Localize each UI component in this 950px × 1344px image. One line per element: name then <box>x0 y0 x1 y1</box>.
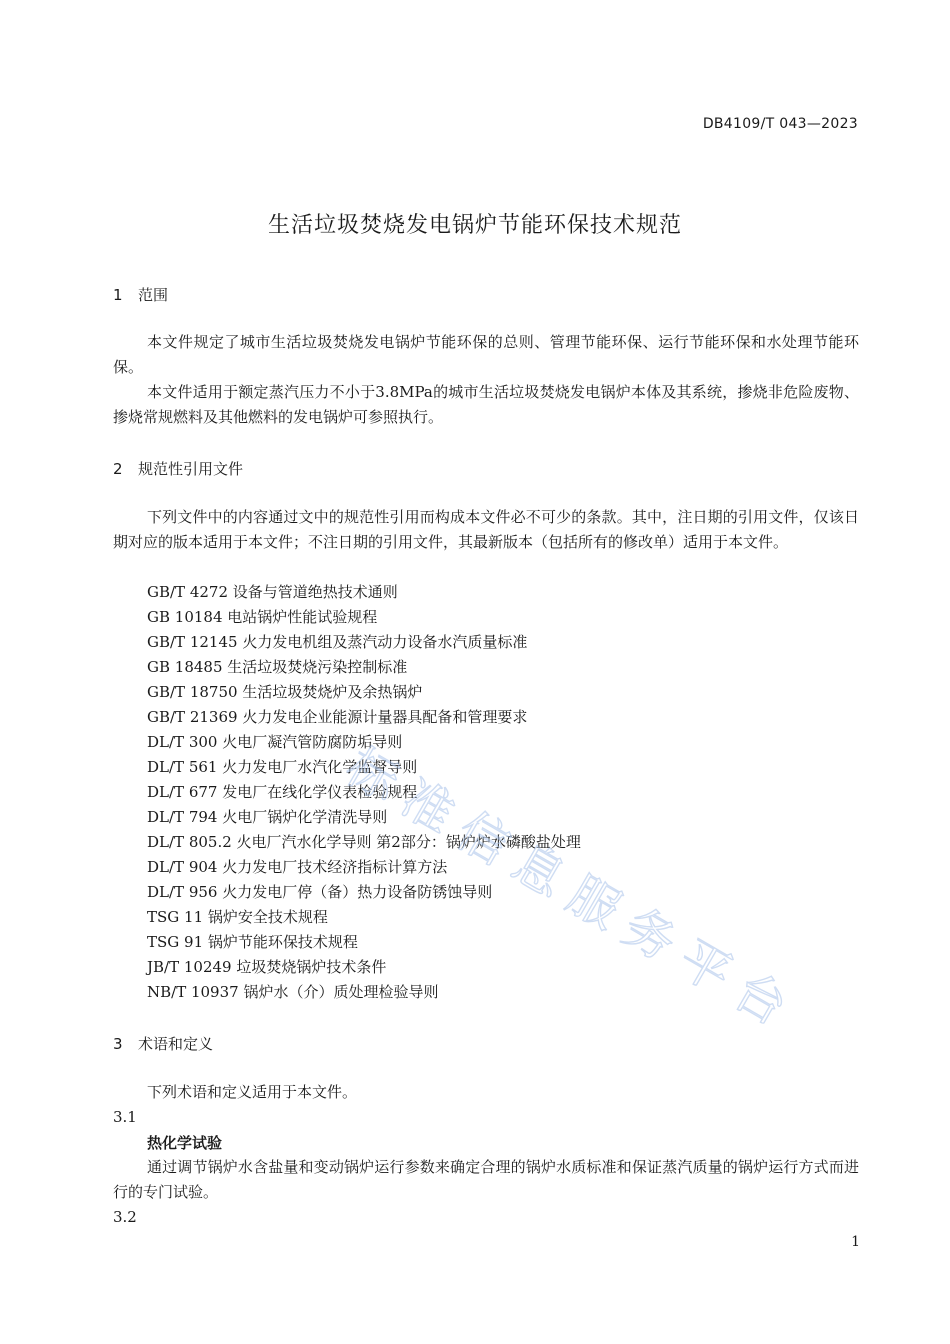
reference-item: DL/T 956 火力发电厂停（备）热力设备防锈蚀导则 <box>147 883 493 901</box>
section-1-heading <box>113 284 168 305</box>
reference-item: DL/T 904 火力发电厂技术经济指标计算方法 <box>147 858 448 876</box>
section-1-number: 1 <box>113 286 123 304</box>
reference-item: GB/T 21369 火力发电企业能源计量器具配备和管理要求 <box>147 708 528 726</box>
reference-item: DL/T 300 火电厂凝汽管防腐防垢导则 <box>147 733 403 751</box>
section-1-paragraph: 本文件规定了城市生活垃圾焚烧发电锅炉节能环保的总则、管理节能环保、运行节能环保和水处理节能环保。 <box>113 333 859 376</box>
section-3-number: 3 <box>113 1035 123 1053</box>
reference-item: DL/T 561 火力发电厂水汽化学监督导则 <box>147 758 418 776</box>
reference-item: DL/T 794 火电厂锅炉化学清洗导则 <box>147 808 388 826</box>
term-definition: 通过调节锅炉水含盐量和变动锅炉运行参数来确定合理的锅炉水质标准和保证蒸汽质量的锅炉运行方式而进行的专门试验。 <box>113 1158 859 1201</box>
watermark-glyph: 服 <box>558 865 631 941</box>
reference-list <box>147 580 581 1005</box>
section-3-title: 术语和定义 <box>138 1035 214 1053</box>
page-number: 1 <box>851 1234 860 1250</box>
watermark-glyph: 务 <box>613 897 686 973</box>
reference-item: GB/T 18750 生活垃圾焚烧炉及余热锅炉 <box>147 683 423 701</box>
section-3-heading <box>113 1033 213 1054</box>
term-number: 3.2 <box>113 1208 137 1226</box>
document-title: 生活垃圾焚烧发电锅炉节能环保技术规范 <box>267 213 682 238</box>
watermark-glyph: 标 <box>336 737 409 813</box>
section-2-title: 规范性引用文件 <box>138 460 244 478</box>
section-2-number: 2 <box>113 460 123 478</box>
reference-item: GB 18485 生活垃圾焚烧污染控制标准 <box>147 658 408 676</box>
watermark-glyph: 准 <box>391 769 465 845</box>
section-2-intro: 下列文件中的内容通过文中的规范性引用而构成本文件必不可少的条款。其中，注日期的引用文件，仅该日期对应的版本适用于本文件；不注日期的引用文件，其最新版本（包括所有的修改单）适用于本文件。 <box>113 508 859 551</box>
reference-item: NB/T 10937 锅炉水（介）质处理检验导则 <box>147 983 439 1001</box>
watermark-glyph: 息 <box>502 833 575 909</box>
section-1-paragraph: 本文件适用于额定蒸汽压力不小于3.8MPa的城市生活垃圾焚烧发电锅炉本体及其系统，掺烧非危险废物、掺烧常规燃料及其他燃料的发电锅炉可参照执行。 <box>113 383 859 426</box>
reference-item: TSG 91 锅炉节能环保技术规程 <box>147 933 358 951</box>
section-3-intro: 下列术语和定义适用于本文件。 <box>147 1083 358 1101</box>
reference-item: DL/T 805.2 火电厂汽水化学导则 第2部分：锅炉炉水磷酸盐处理 <box>147 833 581 851</box>
reference-item: TSG 11 锅炉安全技术规程 <box>147 908 328 926</box>
section-2-heading <box>113 458 243 479</box>
reference-item: GB 10184 电站锅炉性能试验规程 <box>147 608 378 626</box>
standard-code: DB4109/T 043—2023 <box>702 116 858 132</box>
reference-item: GB/T 12145 火力发电机组及蒸汽动力设备水汽质量标准 <box>147 633 528 651</box>
term-name: 热化学试验 <box>147 1134 223 1152</box>
reference-item: DL/T 677 发电厂在线化学仪表检验规程 <box>147 783 418 801</box>
watermark-glyph: 平 <box>668 929 742 1005</box>
reference-item: GB/T 4272 设备与管道绝热技术通则 <box>147 583 398 601</box>
term-number: 3.1 <box>113 1108 137 1126</box>
watermark-glyph: 台 <box>724 961 797 1037</box>
reference-item: JB/T 10249 垃圾焚烧锅炉技术条件 <box>147 958 387 976</box>
watermark-glyph: 信 <box>447 801 520 877</box>
section-1-title: 范围 <box>138 286 169 304</box>
